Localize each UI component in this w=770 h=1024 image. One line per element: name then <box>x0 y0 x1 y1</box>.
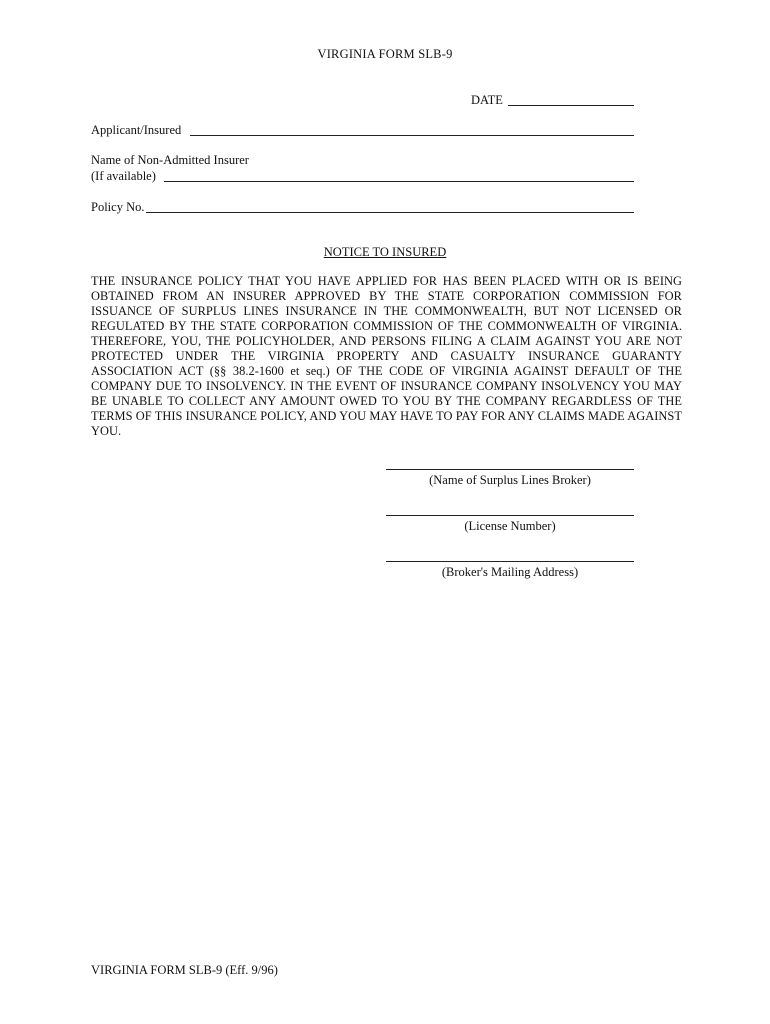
broker-name-caption: (Name of Surplus Lines Broker) <box>429 473 591 487</box>
mailing-address-caption: (Broker's Mailing Address) <box>441 565 579 579</box>
notice-heading-text: NOTICE TO INSURED <box>323 245 447 259</box>
insurer-label: Name of Non-Admitted Insurer <box>91 153 249 167</box>
insurer-field[interactable] <box>164 181 634 182</box>
form-title: VIRGINIA FORM SLB-9 <box>317 47 453 61</box>
license-number-caption: (License Number) <box>464 519 556 533</box>
policy-label: Policy No. <box>91 200 145 214</box>
policy-number-field[interactable] <box>146 212 634 213</box>
date-label: DATE <box>471 93 503 107</box>
notice-heading <box>0 245 770 260</box>
insurer-label-note: (If available) <box>91 169 156 183</box>
mailing-address-line[interactable] <box>386 561 634 562</box>
license-number-line[interactable] <box>386 515 634 516</box>
applicant-field[interactable] <box>190 135 634 136</box>
date-field[interactable] <box>508 105 634 106</box>
form-footer: VIRGINIA FORM SLB-9 (Eff. 9/96) <box>91 963 278 977</box>
applicant-label: Applicant/Insured <box>91 123 182 137</box>
broker-name-line[interactable] <box>386 469 634 470</box>
notice-body: THE INSURANCE POLICY THAT YOU HAVE APPLIED FOR HAS BEEN PLACED WITH OR IS BEING OBTAINED FROM AN INSURER APPROVED BY THE STATE CORPORATION COMMISSION FOR ISSUANCE OF SURPLUS LINES INSURANCE IN THE COMMONWEALTH, BUT NOT LICENSED OR REGULATED BY THE STATE CORPORATION COMMISSION OF THE COMMONWEALTH OF VIRGINIA. THEREFORE, YOU, THE POLICYHOLDER, AND PERSONS FILING A CLAIM AGAINST YOU ARE NOT PROTECTED UNDER THE VIRGINIA PROPERTY AND CASUALTY INSURANCE GUARANTY ASSOCIATION ACT (§§ 38.2-1600 et seq.) OF THE CODE OF VIRGINIA AGAINST DEFAULT OF THE COMPANY DUE TO INSOLVENCY. IN THE EVENT OF INSURANCE COMPANY INSOLVENCY YOU MAY BE UNABLE TO COLLECT ANY AMOUNT OWED TO YOU BY THE COMPANY REGARDLESS OF THE TERMS OF THIS INSURANCE POLICY, AND YOU MAY HAVE TO PAY FOR ANY CLAIMS MADE AGAINST YOU. <box>91 274 682 438</box>
